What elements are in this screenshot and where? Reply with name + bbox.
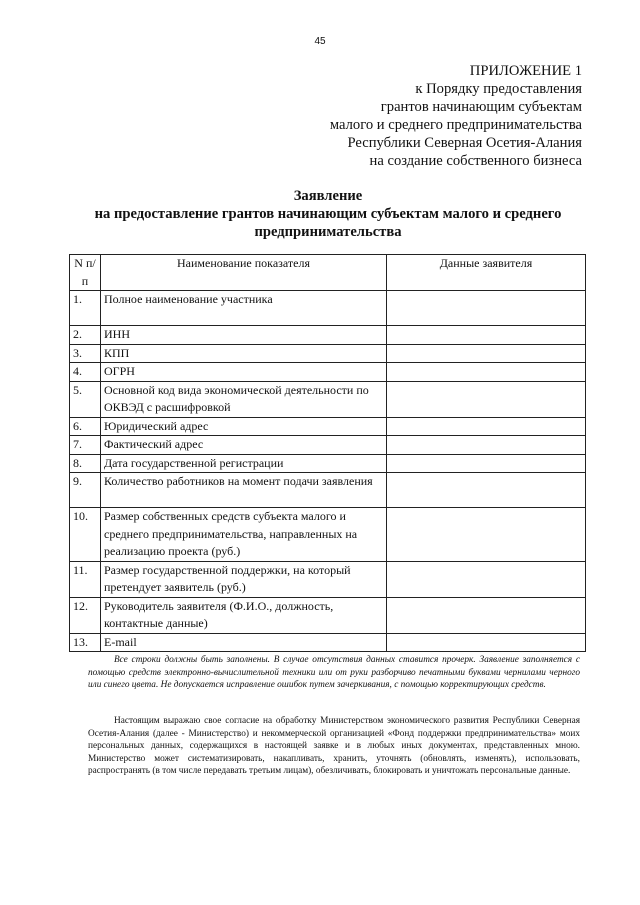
row-number: 5. xyxy=(70,381,101,417)
page-number: 45 xyxy=(314,36,326,47)
row-applicant-data[interactable] xyxy=(387,473,586,508)
table-row xyxy=(70,363,586,382)
table-row xyxy=(70,291,586,326)
appendix-line: грантов начинающим субъектам xyxy=(380,99,582,115)
row-number: 9. xyxy=(70,473,101,508)
row-applicant-data[interactable] xyxy=(387,508,586,562)
table-header-row xyxy=(70,255,586,291)
appendix-line: на создание собственного бизнеса xyxy=(369,153,582,169)
row-indicator-name: Размер государственной поддержки, на который претендует заявитель (руб.) xyxy=(101,561,387,597)
document-title xyxy=(60,187,596,241)
title-line: на предоставление грантов начинающим субъектам малого и среднего xyxy=(94,206,562,222)
table-row xyxy=(70,597,586,633)
row-indicator-name: Основной код вида экономической деятельности по ОКВЭД с расшифровкой xyxy=(101,381,387,417)
row-applicant-data[interactable] xyxy=(387,344,586,363)
row-number: 7. xyxy=(70,436,101,455)
table-row xyxy=(70,561,586,597)
row-number: 13. xyxy=(70,633,101,652)
table-row xyxy=(70,417,586,436)
table-row xyxy=(70,508,586,562)
table-row xyxy=(70,454,586,473)
row-number: 3. xyxy=(70,344,101,363)
table-row xyxy=(70,633,586,652)
row-applicant-data[interactable] xyxy=(387,561,586,597)
row-number: 2. xyxy=(70,326,101,345)
row-indicator-name: Руководитель заявителя (Ф.И.О., должность, контактные данные) xyxy=(101,597,387,633)
appendix-line: малого и среднего предпринимательства xyxy=(329,117,582,133)
row-indicator-name: Размер собственных средств субъекта малого и среднего предпринимательства, направленных на реализацию проекта (руб.) xyxy=(101,508,387,562)
row-indicator-name: Полное наименование участника xyxy=(101,291,387,326)
row-applicant-data[interactable] xyxy=(387,597,586,633)
row-number: 6. xyxy=(70,417,101,436)
row-indicator-name: КПП xyxy=(101,344,387,363)
table-row xyxy=(70,326,586,345)
row-applicant-data[interactable] xyxy=(387,633,586,652)
appendix-line: к Порядку предоставления xyxy=(415,81,582,97)
row-applicant-data[interactable] xyxy=(387,291,586,326)
row-indicator-name: E-mail xyxy=(101,633,387,652)
title-line: предпринимательства xyxy=(254,224,402,240)
table-row xyxy=(70,436,586,455)
appendix-line: ПРИЛОЖЕНИЕ 1 xyxy=(469,63,582,79)
row-number: 8. xyxy=(70,454,101,473)
table-row xyxy=(70,381,586,417)
row-applicant-data[interactable] xyxy=(387,436,586,455)
header-name: Наименование показателя xyxy=(101,255,387,291)
application-table xyxy=(69,254,586,652)
instructions-note: Все строки должны быть заполнены. В случае отсутствия данных ставится прочерк. Заявление заполняется с помощью средств электронно-вычислительной техники или от руки разборчиво печатными буквами чернилами черного или синего цвета. Не допускается исправление ошибок путем зачеркивания, с помощью корректирующих средств. xyxy=(88,655,580,690)
row-number: 11. xyxy=(70,561,101,597)
appendix-header xyxy=(330,62,582,170)
row-applicant-data[interactable] xyxy=(387,326,586,345)
table-row xyxy=(70,473,586,508)
row-applicant-data[interactable] xyxy=(387,417,586,436)
row-number: 4. xyxy=(70,363,101,382)
header-num: N п/п xyxy=(70,255,101,291)
row-number: 10. xyxy=(70,508,101,562)
consent-text: Настоящим выражаю свое согласие на обработку Министерством экономического развития Республики Северная Осетия-Алания (далее - Министерство) и некоммерческой организацией «Фонд поддержки предпринимательства» моих персональных данных, содержащихся в настоящей заявке и в любых иных документах, представленных мною. Министерство может систематизировать, накапливать, хранить, уточнять (обновлять, изменять), использовать, распространять (в том числе передавать третьим лицам), обезличивать, блокировать и уничтожать персональные данные. xyxy=(88,716,580,777)
row-applicant-data[interactable] xyxy=(387,454,586,473)
row-indicator-name: Дата государственной регистрации xyxy=(101,454,387,473)
row-applicant-data[interactable] xyxy=(387,363,586,382)
row-number: 1. xyxy=(70,291,101,326)
row-indicator-name: Фактический адрес xyxy=(101,436,387,455)
row-indicator-name: Количество работников на момент подачи заявления xyxy=(101,473,387,508)
row-indicator-name: ОГРН xyxy=(101,363,387,382)
row-indicator-name: ИНН xyxy=(101,326,387,345)
appendix-line: Республики Северная Осетия-Алания xyxy=(347,135,582,151)
title-line: Заявление xyxy=(293,188,363,204)
row-indicator-name: Юридический адрес xyxy=(101,417,387,436)
row-number: 12. xyxy=(70,597,101,633)
row-applicant-data[interactable] xyxy=(387,381,586,417)
header-data: Данные заявителя xyxy=(387,255,586,291)
table-row xyxy=(70,344,586,363)
